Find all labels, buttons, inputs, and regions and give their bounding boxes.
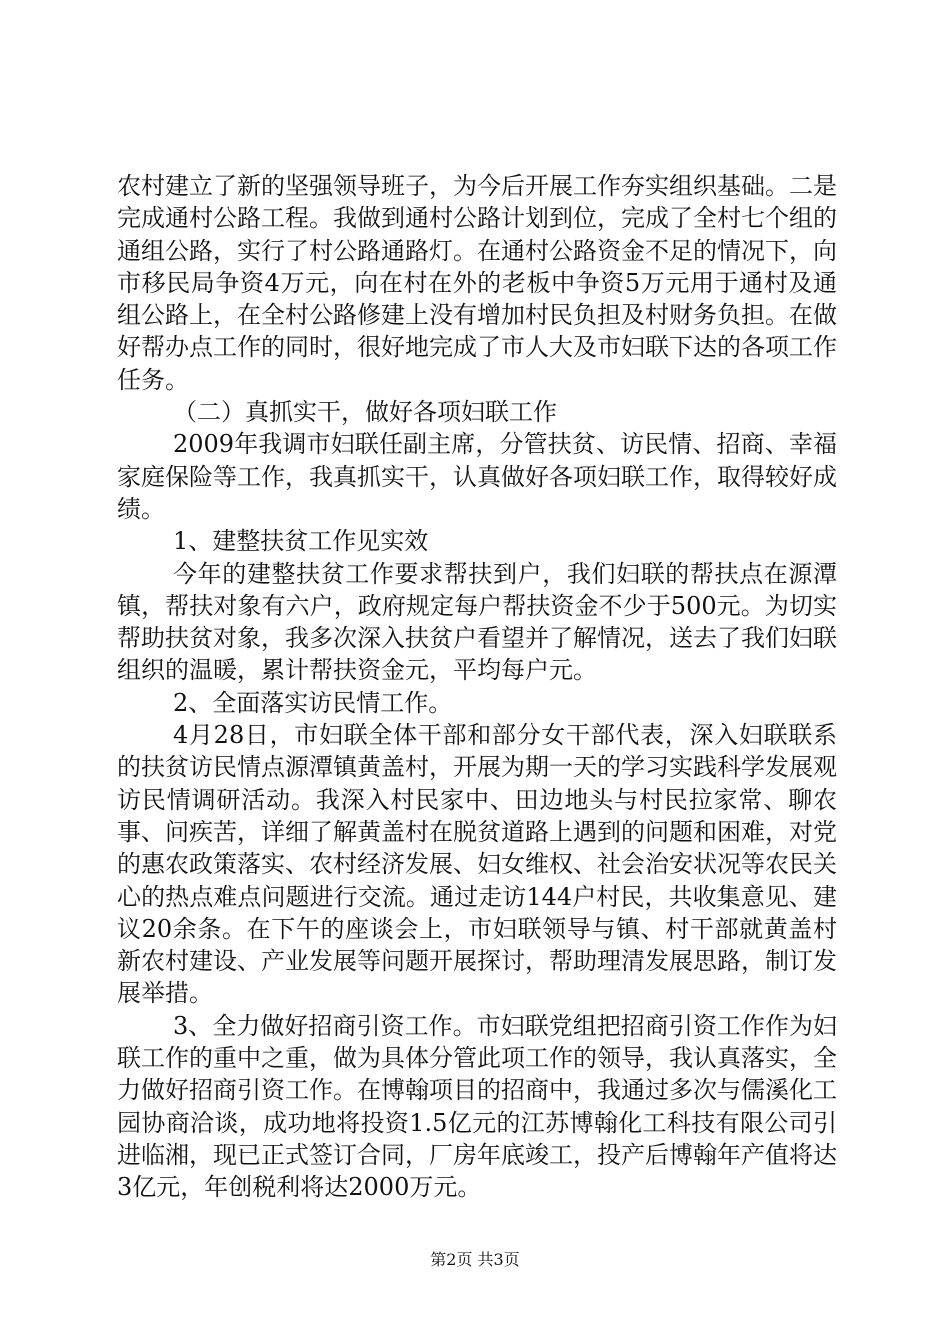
- paragraph-vice-chair: 2009年我调市妇联任副主席，分管扶贫、访民情、招商、幸福家庭保险等工作，我真抓实干，认真做好各项妇联工作，取得较好成绩。: [117, 430, 837, 523]
- paragraph-poverty-relief: 今年的建整扶贫工作要求帮扶到户，我们妇联的帮扶点在源潭镇，帮扶对象有六户，政府规定每户帮扶资金不少于500元。为切实帮助扶贫对象，我多次深入扶贫户看望并了解情况，送去了我们妇联组织的温暖，累计帮扶资金元，平均每户元。: [117, 559, 837, 685]
- subheading-poverty-relief: 1、建整扶贫工作见实效: [173, 527, 429, 556]
- subheading-visit-people: 2、全面落实访民情工作。: [173, 688, 453, 717]
- paragraph-investment: 3、全力做好招商引资工作。市妇联党组把招商引资工作作为妇联工作的重中之重，做为具体分管此项工作的领导，我认真落实，全力做好招商引资工作。在博翰项目的招商中，我通过多次与儒溪化工园协商洽谈，成功地将投资1.5亿元的江苏博翰化工科技有限公司引进临湘，现已正式签订合同，厂房年底竣工，投产后博翰年产值将达3亿元，年创税利将达2000万元。: [117, 1011, 837, 1202]
- section-heading-women-federation: （二）真抓实干，做好各项妇联工作: [173, 398, 557, 427]
- body-text: [117, 170, 837, 1204]
- page-footer: [0, 1247, 950, 1270]
- paragraph-village-road: 农村建立了新的坚强领导班子，为今后开展工作夯实组织基础。二是完成通村公路工程。我做到通村公路计划到位，完成了全村七个组的通组公路，实行了村公路通路灯。在通村公路资金不足的情况下，向市移民局争资4万元，向在村在外的老板中争资5万元用于通村及通组公路上，在全村公路修建上没有增加村民负担及村财务负担。在做好帮办点工作的同时，很好地完成了市人大及市妇联下达的各项工作任务。: [117, 172, 837, 394]
- paragraph-visit-people: 4月28日，市妇联全体干部和部分女干部代表，深入妇联联系的扶贫访民情点源潭镇黄盖村，开展为期一天的学习实践科学发展观访民情调研活动。我深入村民家中、田边地头与村民拉家常、聊农事、问疾苦，详细了解黄盖村在脱贫道路上遇到的问题和困难，对党的惠农政策落实、农村经济发展、妇女维权、社会治安状况等农民关心的热点难点问题进行交流。通过走访144户村民，共收集意见、建议20余条。在下午的座谈会上，市妇联领导与镇、村干部就黄盖村新农村建设、产业发展等问题开展探讨，帮助理清发展思路，制订发展举措。: [117, 721, 837, 1008]
- page-number: 第2页 共3页: [430, 1250, 520, 1269]
